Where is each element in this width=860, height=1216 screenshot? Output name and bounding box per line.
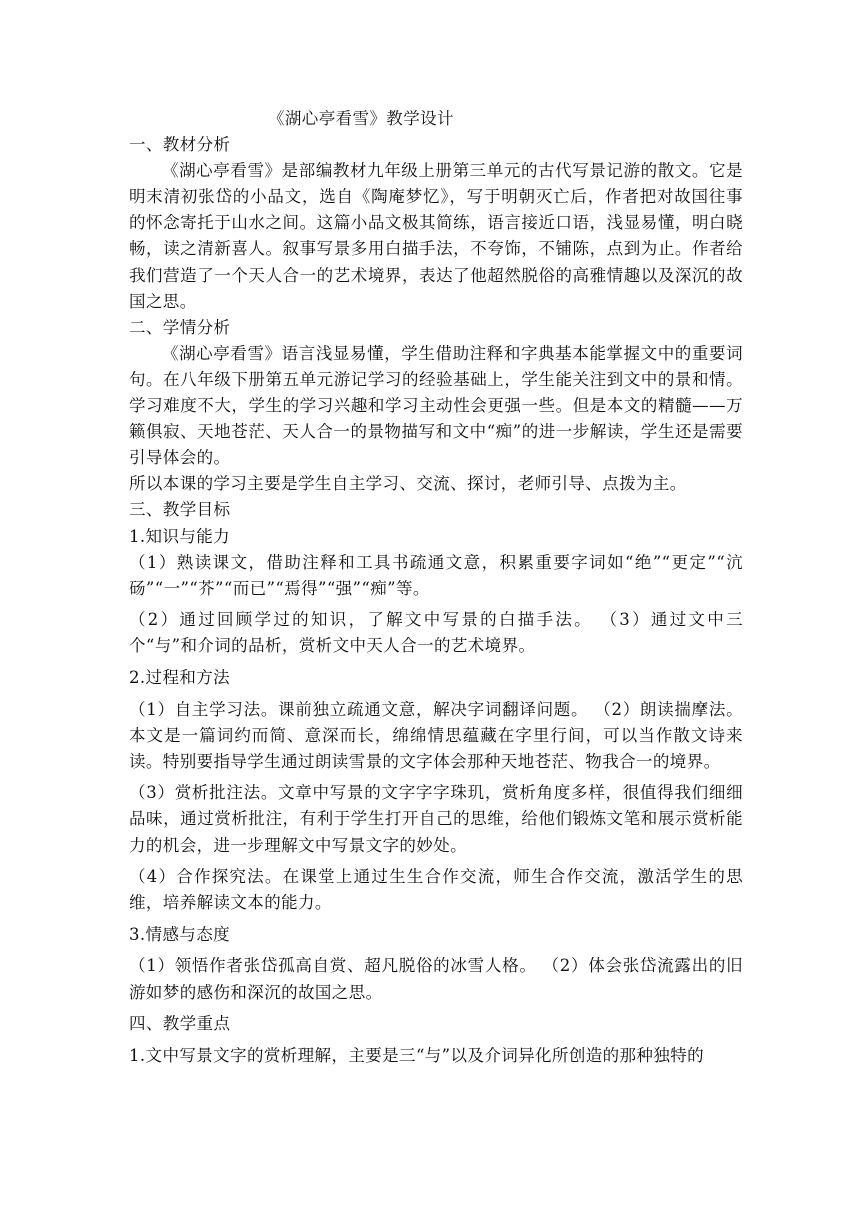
section-heading-student-analysis: 二、学情分析 xyxy=(129,317,231,337)
paragraph-textbook-analysis: 《湖心亭看雪》是部编教材九年级上册第三单元的古代写景记游的散文。它是明末清初张岱的小品文，选自《陶庵梦忆》，写于明朝灭亡后，作者把对故国往事的怀念寄托于山水之间。这篇小品文极其简练，语言接近口语，浅显易懂，明白晓畅，读之清新喜人。叙事写景多用白描手法，不夸饰，不铺陈，点到为止。作者给我们营造了一个天人合一的艺术境界，表达了他超然脱俗的高雅情趣以及深沉的故国之思。 xyxy=(129,161,743,311)
paragraph-learning-approach: 所以本课的学习主要是学生自主学习、交流、探讨，老师引导、点拨为主。 xyxy=(129,474,687,494)
subheading-knowledge-ability: 1.知识与能力 xyxy=(129,526,231,546)
paragraph-goal-2-3: （4）合作探究法。在课堂上通过生生合作交流，师生合作交流，激活学生的思维，培养解读文本的能力。 xyxy=(129,867,743,913)
subheading-emotion-attitude: 3.情感与态度 xyxy=(129,924,231,944)
document-body xyxy=(129,106,743,1069)
paragraph-goal-3-1: （1）领悟作者张岱孤高自赏、超凡脱俗的冰雪人格。 （2）体会张岱流露出的旧游如梦的感伤和深沉的故国之思。 xyxy=(129,956,743,1002)
section-heading-teaching-focus: 四、教学重点 xyxy=(129,1014,231,1034)
subheading-process-method: 2.过程和方法 xyxy=(129,667,231,687)
paragraph-goal-2-1: （1）自主学习法。课前独立疏通文意，解决字词翻译问题。 （2）朗读揣摩法。本文是一篇词约而简、意深而长，绵绵情思蕴藏在字里行间，可以当作散文诗来读。特别要指导学生通过朗读雪景的文字体会那种天地苍茫、物我合一的境界。 xyxy=(129,699,743,771)
paragraph-goal-1-2: （2）通过回顾学过的知识，了解文中写景的白描手法。 （3）通过文中三个“与”和介词的品析，赏析文中天人合一的艺术境界。 xyxy=(129,610,743,656)
paragraph-teaching-focus-1: 1.文中写景文字的赏析理解，主要是三“与”以及介词异化所创造的那种独特的 xyxy=(129,1045,705,1065)
paragraph-goal-1-1: （1）熟读课文，借助注释和工具书疏通文意，积累重要字词如“绝”“更定”“沆砀”“一”“芥”“而已”“焉得”“强”“痴”等。 xyxy=(129,552,743,598)
document-title: 《湖心亭看雪》教学设计 xyxy=(268,109,454,128)
section-heading-teaching-goals: 三、教学目标 xyxy=(129,500,231,520)
paragraph-goal-2-2: （3）赏析批注法。文章中写景的文字字字珠玑，赏析角度多样，很值得我们细细品味，通过赏析批注，有利于学生打开自己的思维，给他们锻炼文笔和展示赏析能力的机会，进一步理解文中写景文字的妙处。 xyxy=(129,783,743,855)
section-heading-textbook-analysis: 一、教材分析 xyxy=(129,135,231,155)
paragraph-student-analysis: 《湖心亭看雪》语言浅显易懂，学生借助注释和字典基本能掌握文中的重要词句。在八年级下册第五单元游记学习的经验基础上，学生能关注到文中的景和情。学习难度不大，学生的学习兴趣和学习主动性会更强一些。但是本文的精髓——万籁俱寂、天地苍茫、天人合一的景物描写和文中“痴”的进一步解读，学生还是需要引导体会的。 xyxy=(129,343,743,468)
